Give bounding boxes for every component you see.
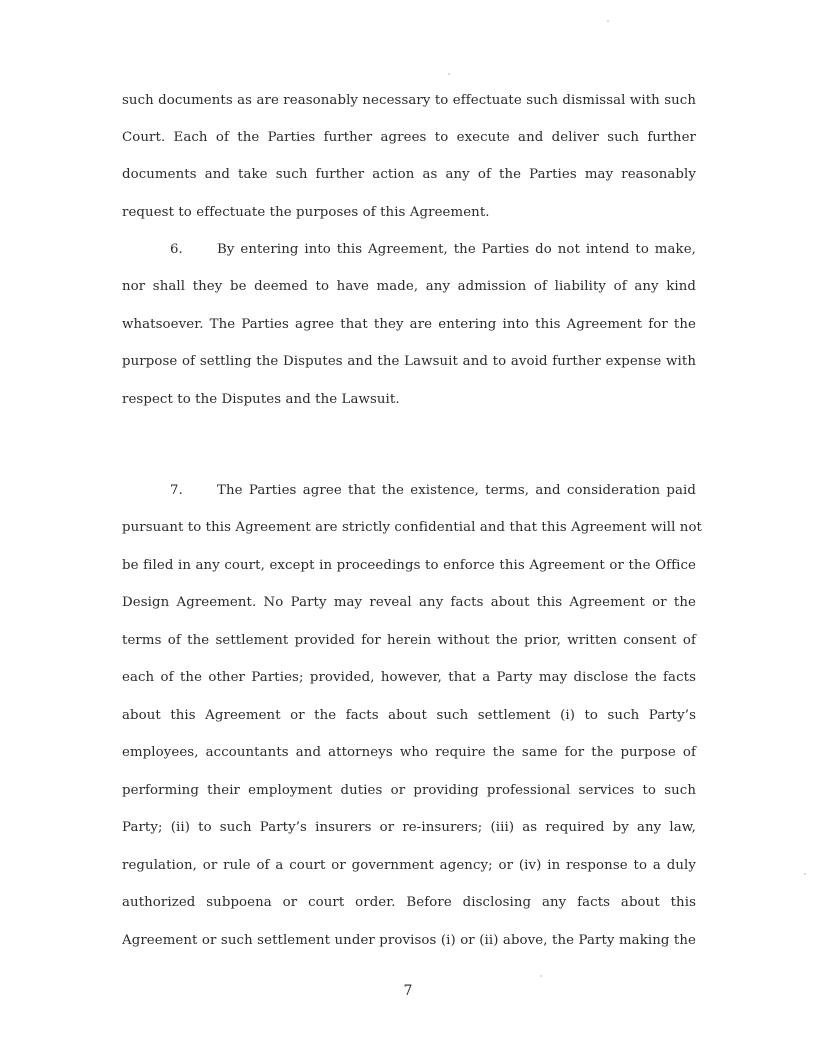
text-line: regulation, or rule of a court or government agency; or (iv) in response to a duly	[122, 858, 696, 873]
text-line: purpose of settling the Disputes and the Lawsuit and to avoid further expense with	[122, 354, 696, 369]
paragraph-7-first-line	[170, 480, 696, 502]
page-number: 7	[403, 983, 413, 999]
scan-speck	[804, 873, 806, 875]
text-line: terms of the settlement provided for herein without the prior, written consent of	[122, 633, 696, 648]
text-line: each of the other Parties; provided, however, that a Party may disclose the facts	[122, 670, 696, 685]
text-line: Court. Each of the Parties further agrees to execute and deliver such further	[122, 130, 696, 145]
scan-speck	[540, 975, 542, 977]
scan-speck	[607, 20, 609, 22]
text-line: The Parties agree that the existence, terms, and consideration paid	[217, 483, 696, 498]
text-line: respect to the Disputes and the Lawsuit.	[122, 392, 400, 407]
text-line: employees, accountants and attorneys who require the same for the purpose of	[122, 745, 696, 760]
text-line: nor shall they be deemed to have made, any admission of liability of any kind	[122, 279, 696, 294]
text-line: documents and take such further action as any of the Parties may reasonably	[122, 167, 696, 182]
text-line: By entering into this Agreement, the Parties do not intend to make,	[217, 242, 696, 257]
scan-speck	[448, 73, 450, 75]
text-line: Party; (ii) to such Party’s insurers or re-insurers; (iii) as required by any law,	[122, 820, 696, 835]
paragraph-number: 6.	[170, 242, 183, 257]
paragraph-number: 7.	[170, 483, 183, 498]
text-line: such documents as are reasonably necessary to effectuate such dismissal with such	[122, 93, 696, 108]
paragraph-6-first-line	[170, 239, 696, 261]
text-line: authorized subpoena or court order. Before disclosing any facts about this	[122, 895, 696, 910]
text-line: be filed in any court, except in proceedings to enforce this Agreement or the Office	[122, 558, 696, 573]
text-line: pursuant to this Agreement are strictly confidential and that this Agreement will not	[122, 520, 703, 535]
text-line: about this Agreement or the facts about such settlement (i) to such Party’s	[122, 708, 696, 723]
text-line: Agreement or such settlement under provisos (i) or (ii) above, the Party making the	[122, 933, 696, 948]
text-line: request to effectuate the purposes of this Agreement.	[122, 205, 490, 220]
text-line: whatsoever. The Parties agree that they are entering into this Agreement for the	[122, 317, 696, 332]
text-line: performing their employment duties or providing professional services to such	[122, 783, 696, 798]
text-line: Design Agreement. No Party may reveal any facts about this Agreement or the	[122, 595, 696, 610]
